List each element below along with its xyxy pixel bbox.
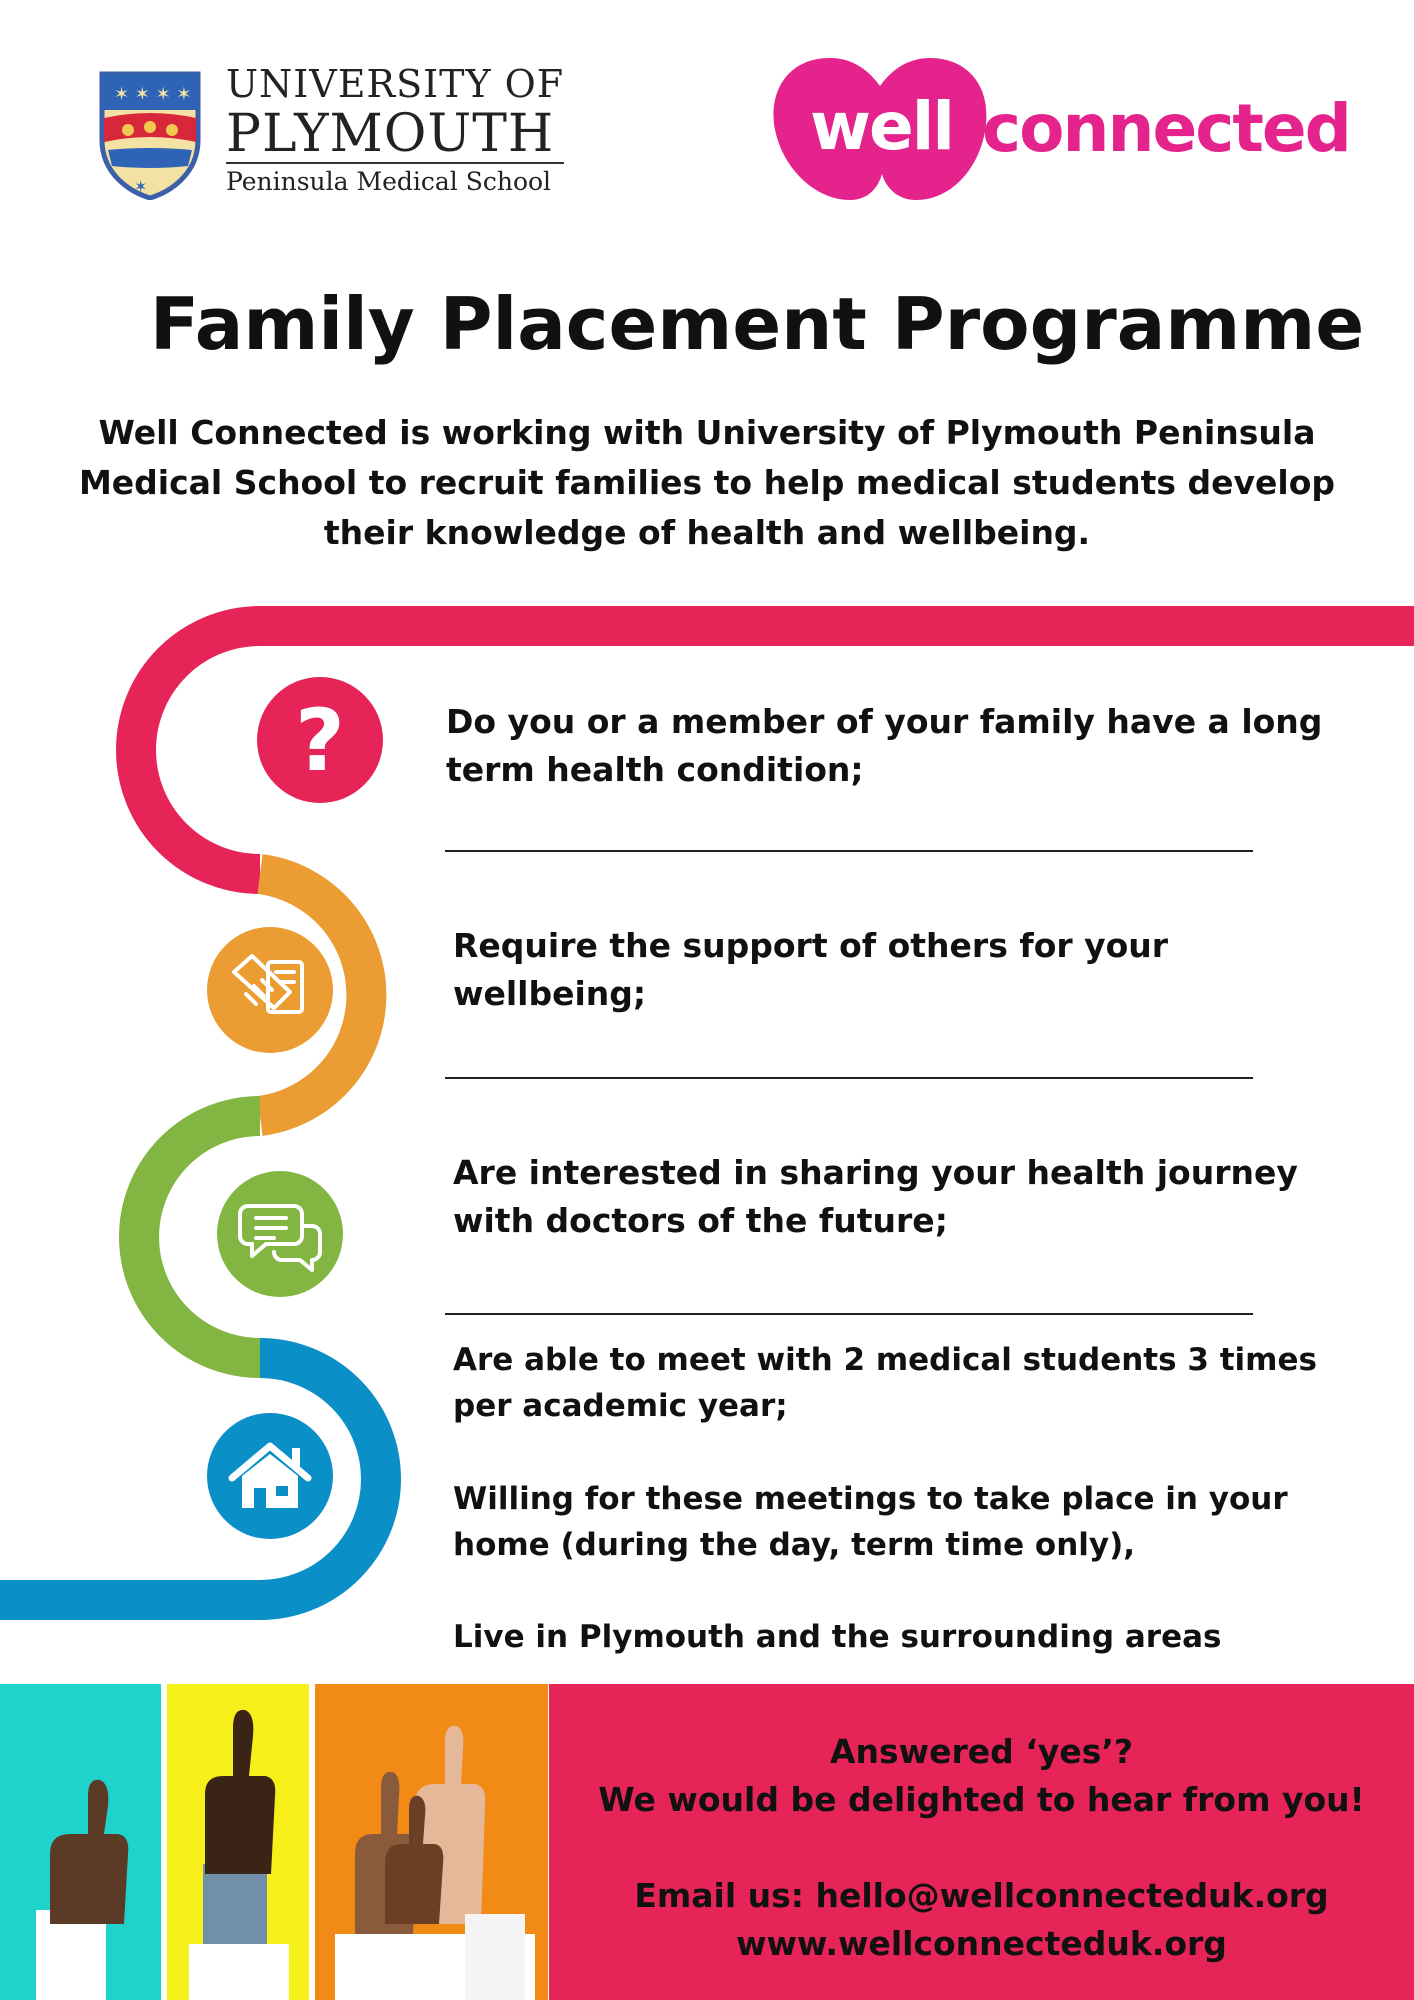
well-connected-logo: [770, 54, 1370, 204]
criteria-item-meetings: Are able to meet with 2 medical students 3 times per academic year;: [453, 1342, 1317, 1424]
bottom-band: [0, 1684, 1414, 2000]
logo-word-connected: connected: [982, 90, 1350, 167]
thumbs-up-photo-3: [315, 1684, 548, 2000]
thumbs-up-hand-icon: [315, 1684, 548, 2000]
criteria-item-home-meetings: Willing for these meetings to take place in your home (during the day, term time only),: [453, 1481, 1288, 1563]
call-to-action-panel: [549, 1684, 1414, 2000]
chat-bubbles-icon: [217, 1171, 343, 1297]
thumbs-up-photo-1: [0, 1684, 161, 2000]
logo-word-well: well: [810, 88, 953, 165]
university-subtitle: Peninsula Medical School: [226, 167, 552, 196]
page-title: Family Placement Programme: [149, 282, 1365, 366]
svg-text:✶ ✶ ✶ ✶: ✶ ✶ ✶ ✶: [114, 84, 192, 105]
home-icon: [207, 1413, 333, 1539]
divider: [445, 1313, 1253, 1315]
handshake-icon: [207, 927, 333, 1053]
criteria-item-sharing-journey: Are interested in sharing your health journey with doctors of the future;: [453, 1153, 1298, 1240]
question-mark-icon: [257, 677, 383, 803]
cta-invitation: We would be delighted to hear from you!: [598, 1780, 1365, 1819]
criteria-item-support: Require the support of others for your wellbeing;: [453, 926, 1169, 1013]
thumbs-up-hand-icon: [0, 1684, 161, 2000]
university-name-line2: PLYMOUTH: [226, 106, 564, 164]
intro-paragraph: Well Connected is working with University of Plymouth Peninsula Medical School to recruit families to help medical students develop their knowledge of health and wellbeing.: [78, 413, 1336, 552]
university-shield-icon: [98, 70, 202, 200]
thumbs-up-hand-icon: [167, 1684, 309, 2000]
divider: [445, 1077, 1253, 1079]
criteria-item-location: Live in Plymouth and the surrounding areas: [453, 1619, 1222, 1655]
thumbs-up-photo-2: [167, 1684, 309, 2000]
criteria-item-health-condition: Do you or a member of your family have a long term health condition;: [446, 702, 1323, 789]
svg-text:✶: ✶: [134, 177, 148, 196]
cta-website-link[interactable]: www.wellconnecteduk.org: [736, 1924, 1227, 1963]
university-of-plymouth-logo: [98, 62, 578, 202]
cta-email[interactable]: Email us: hello@wellconnecteduk.org: [634, 1876, 1329, 1915]
svg-text:?: ?: [295, 691, 345, 791]
divider: [445, 850, 1253, 852]
cta-question: Answered ‘yes’?: [829, 1732, 1134, 1771]
university-name-line1: UNIVERSITY OF: [226, 62, 565, 106]
